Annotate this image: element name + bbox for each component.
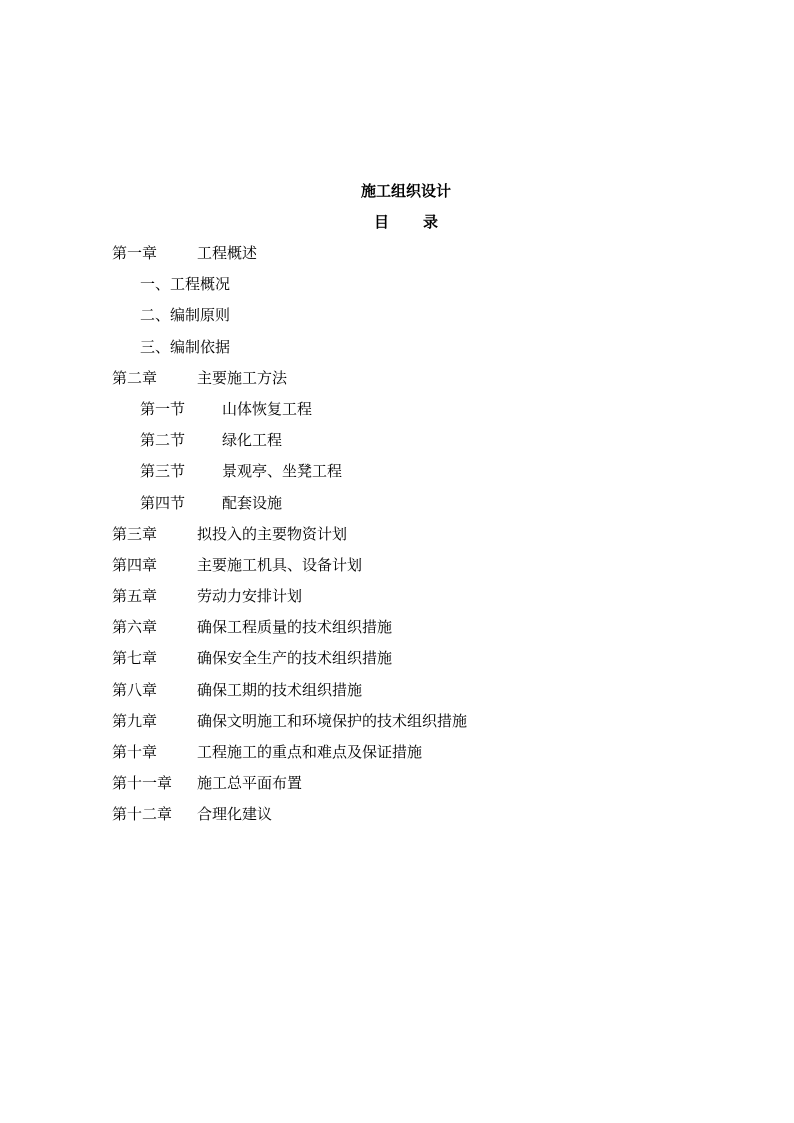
toc-entry-title: 山体恢复工程 [222,399,313,418]
toc-entry-number: 第三节 [140,462,186,481]
toc-entry-title: 合理化建议 [197,805,273,824]
toc-entry-chapter[interactable] [112,680,732,711]
toc-entry-title: 绿化工程 [222,431,283,450]
toc-entry-item[interactable] [112,305,732,336]
toc-entry-title: 景观亭、坐凳工程 [222,462,343,481]
toc-entry-chapter[interactable] [112,524,732,555]
toc-heading [0,212,794,232]
toc-entry-number: 三、编制依据 [140,337,231,356]
table-of-contents [112,243,732,836]
toc-entry-title: 工程施工的重点和难点及保证措施 [197,743,423,761]
toc-entry-number: 第十二章 [112,805,173,824]
toc-heading-left: 目 [373,213,389,231]
toc-entry-chapter[interactable] [112,773,732,804]
toc-entry-number: 第十一章 [112,774,173,793]
toc-entry-number: 第一章 [112,244,158,262]
toc-entry-title: 确保工期的技术组织措施 [197,680,363,699]
toc-entry-number: 第二章 [112,368,158,387]
toc-entry-number: 第五章 [112,587,158,606]
toc-heading-right: 录 [423,213,439,231]
toc-entry-section[interactable] [112,430,732,461]
toc-entry-number: 第二节 [140,431,186,450]
document-title: 施工组织设计 [360,182,451,200]
toc-entry-section[interactable] [112,399,732,430]
toc-entry-number: 第四章 [112,555,158,574]
toc-entry-chapter[interactable] [112,368,732,399]
toc-entry-title: 施工总平面布置 [197,774,303,793]
toc-entry-title: 确保工程质量的技术组织措施 [197,618,393,637]
toc-entry-number: 第三章 [112,524,158,543]
toc-entry-title: 确保文明施工和环境保护的技术组织措施 [197,711,468,730]
toc-entry-chapter[interactable] [112,586,732,617]
toc-entry-section[interactable] [112,493,732,524]
toc-entry-title: 主要施工机具、设备计划 [197,555,363,574]
toc-entry-chapter[interactable] [112,555,732,586]
toc-entry-number: 第七章 [112,649,158,668]
toc-entry-title: 配套设施 [222,493,283,512]
toc-entry-title: 工程概述 [197,244,258,262]
toc-entry-title: 拟投入的主要物资计划 [197,524,348,543]
toc-entry-section[interactable] [112,461,732,492]
toc-entry-title: 主要施工方法 [197,368,288,387]
toc-entry-chapter[interactable] [112,648,732,679]
toc-entry-number: 第四节 [140,493,186,512]
toc-entry-number: 第一节 [140,399,186,418]
toc-entry-title: 劳动力安排计划 [197,587,303,606]
toc-entry-item[interactable] [112,337,732,368]
toc-entry-number: 第八章 [112,680,158,699]
toc-entry-number: 二、编制原则 [140,306,231,325]
toc-entry-chapter[interactable] [112,243,732,274]
toc-entry-chapter[interactable] [112,617,732,648]
toc-entry-chapter[interactable] [112,804,732,835]
toc-entry-chapter[interactable] [112,742,732,773]
toc-entry-number: 第十章 [112,743,158,761]
toc-entry-item[interactable] [112,274,732,305]
toc-entry-number: 第九章 [112,711,158,730]
toc-entry-number: 第六章 [112,618,158,637]
toc-entry-chapter[interactable] [112,711,732,742]
toc-entry-number: 一、工程概况 [140,275,231,294]
toc-entry-title: 确保安全生产的技术组织措施 [197,649,393,668]
